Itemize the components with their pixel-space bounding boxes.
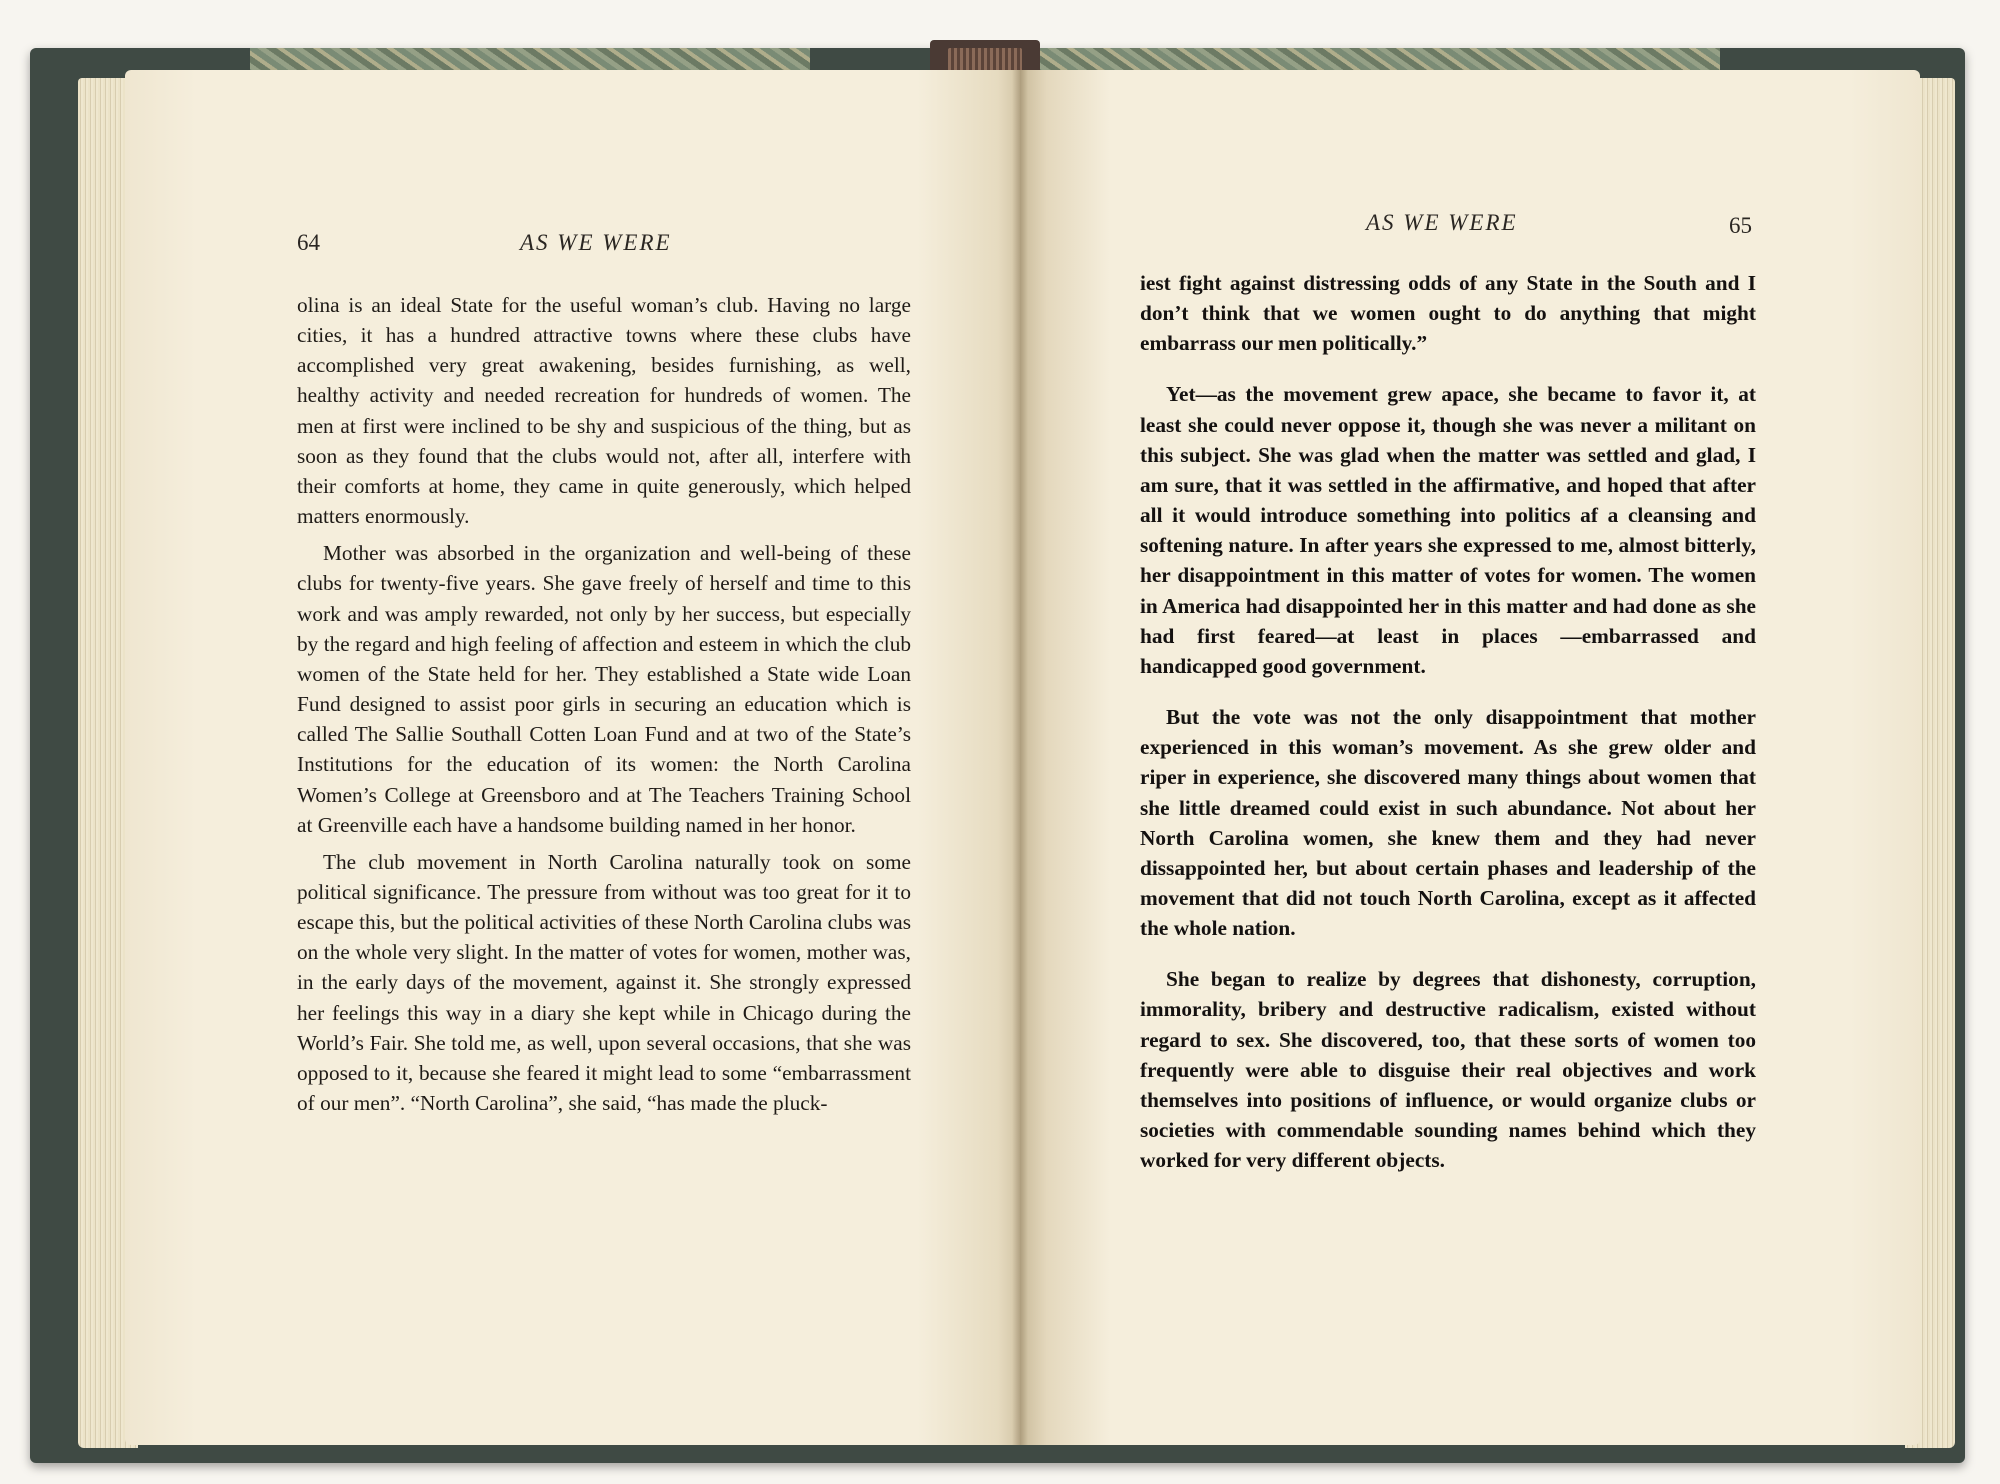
left-running-title: AS WE WERE — [520, 230, 672, 255]
paragraph: Yet—as the movement grew apace, she became to favor it, at least she could never oppose it, though she was never a militant on this subject. She was glad when the matter was settled and glad, I am sure, that it was settled in the affirmative, and hoped that after all it would introduce something into politics af a cleansing and softening nature. In after years she expressed to me, almost bitterly, her disappointment in this matter of votes for women. The women in America had disappointed her in this matter and had done as she had first feared—at least in places —embarrassed and handicapped good government. — [1140, 382, 1756, 678]
right-page-text — [1140, 268, 1756, 1175]
paragraph: But the vote was not the only disappointment that mother experienced in this woman’s movement. As she grew older and riper in experience, she discovered many things about women that she little dreamed could exist in such abundance. Not about her North Carolina women, she knew them and they had never dissappointed her, but about certain phases and leadership of the movement that did not touch North Carolina, except as it affected the whole nation. — [1140, 705, 1756, 941]
paragraph: The club movement in North Carolina naturally took on some political significance. The pressure from without was too great for it to escape this, but the political activities of these North Carolina clubs was on the whole very slight. In the matter of votes for women, mother was, in the early days of the movement, against it. She strongly expressed her feelings this way in a diary she kept while in Chicago during the World’s Fair. She told me, as well, upon several occasions, that she was opposed to it, because she feared it might lead to some “embarrassment of our men”. “North Carolina”, she said, “has made the pluck- — [297, 849, 911, 1116]
left-page-number: 64 — [297, 230, 320, 255]
left-page-text — [297, 290, 911, 1118]
right-page-number: 65 — [1729, 213, 1752, 238]
paragraph: olina is an ideal State for the useful woman’s club. Having no large cities, it has a hundred attractive towns where these clubs have accomplished very great awakening, besides furnishing, as well, healthy activity and needed recreation for hundreds of women. The men at first were inclined to be shy and suspicious of the thing, but as soon as they found that the clubs would not, after all, interfere with their comforts at home, they came in quite generously, which helped matters enormously. — [297, 293, 911, 529]
book-gutter — [1012, 70, 1028, 1445]
paragraph: She began to realize by degrees that dishonesty, corruption, immorality, bribery and destructive radicalism, existed without regard to sex. She discovered, too, that these sorts of women too frequently were able to disguise their real objectives and work themselves into positions of influence, or would organize clubs or societies with commendable sounding names behind which they worked for very different objects. — [1140, 967, 1756, 1173]
right-running-title: AS WE WERE — [1366, 210, 1518, 235]
paragraph: Mother was absorbed in the organization and well-being of these clubs for twenty-five years. She gave freely of herself and time to this work and was amply rewarded, not only by her success, but especially by the regard and high feeling of affection and esteem in which the club women of the State held for her. They established a State wide Loan Fund designed to assist poor girls in securing an education which is called The Sallie Southall Cotten Loan Fund and at two of the State’s Institutions for the education of its women: the North Carolina Women’s College at Greensboro and at The Teachers Training School at Greenville each have a handsome building named in her honor. — [297, 541, 911, 837]
paragraph: iest fight against distressing odds of any State in the South and I don’t think that we women ought to do anything that might embarrass our men politically.” — [1140, 271, 1756, 356]
